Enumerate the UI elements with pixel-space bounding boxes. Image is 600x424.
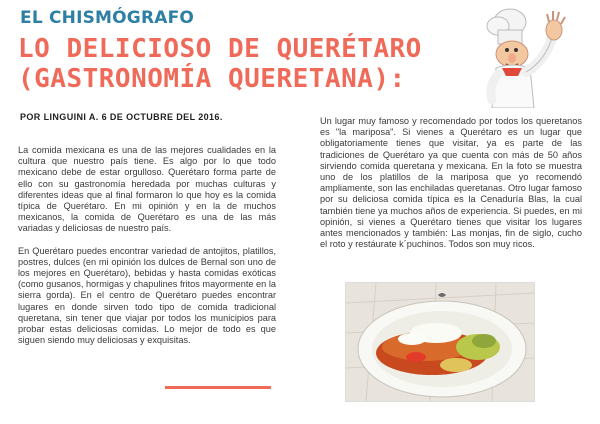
chef-illustration xyxy=(474,4,584,108)
enchiladas-photo xyxy=(345,282,535,402)
paragraph: En Querétaro puedes encontrar variedad de antojitos, platillos, postres, dulces (en mi opinión los dulces de Bernal son uno de los mejores en Querétaro), bebidas y hasta comidas exóticas (como gusanos, hormigas y chapulines fritos mayormente en la sierra gorda). En el centro de Querétaro puedes encontrar lugares en donde sirven todo tipo de comida tradicional queretana, sin tener que viajar por todos los municipios para probar estas deliciosas comidas. Lo mejor de todo es que siguen siendo muy deliciosas y exquisitas. xyxy=(18,245,276,346)
byline: POR LINGUINI A. 6 DE OCTUBRE DEL 2016. xyxy=(20,112,223,122)
divider xyxy=(165,386,271,389)
right-column xyxy=(320,116,582,250)
magazine-name: EL CHISMÓGRAFO xyxy=(20,8,195,28)
paragraph: Un lugar muy famoso y recomendado por todos los queretanos es "la mariposa". Si vienes a Querétaro es un lugar que obligatoriamente tienes que visitar, ya es parte de las tradiciones de Querétaro ya que cuenta con más de 50 años sirviendo comida queretana y mexicana. En la foto se muestra uno de los platillos de la mariposa que yo recomendó ampliamente, son las enchiladas queretanas. Otro lugar famoso por su deliciosa comida típica es la Cenaduría Blas, la cual también tiene ya muchos años de experiencia. Si puedes, en mi opinión, si vienes a Querétaro tienes que visitar los lugares antes mencionados y también: Las monjas, fin de siglo, cucho el roto y restáurate k´puchinos. Todos son muy ricos. xyxy=(320,116,582,250)
paragraph: La comida mexicana es una de las mejores cualidades en la cultura que nuestro país tiene. Es algo por lo que todo mexicano debe de estar orgulloso. Querétaro forma parte de ello con su gastronomía heredada por muchas culturas y diferentes ideas que al final formaron lo que hoy es la comida típica de Querétaro. En mi opinión y en la de muchos mexicanos, la comida de Querétaro es una de las más variadas y deliciosas de nuestro país. xyxy=(18,145,276,234)
left-column xyxy=(18,145,276,357)
article-title: LO DELICIOSO DE QUERÉTARO (GASTRONOMÍA QUERETANA): xyxy=(18,34,422,94)
